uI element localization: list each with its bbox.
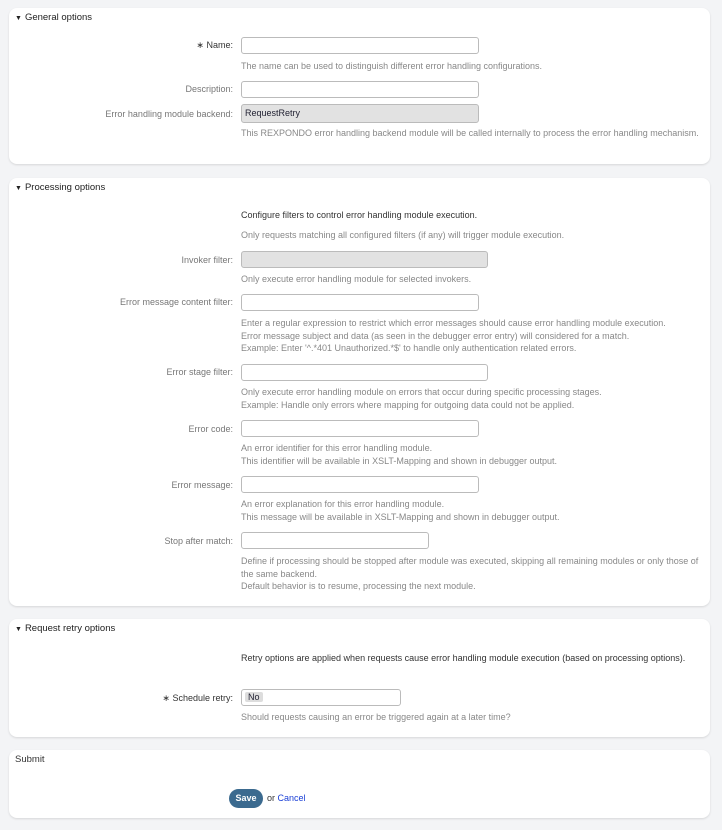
label-text: Schedule retry: (172, 693, 233, 703)
triangle-down-icon: ▼ (15, 185, 22, 192)
backend-label: Error handling module backend: (105, 109, 233, 119)
invoker-help: Only execute error handling module for selected invokers. (241, 274, 472, 284)
general-options-toggle[interactable] (15, 12, 92, 23)
submit-title: Submit (15, 754, 45, 765)
description-input[interactable] (241, 81, 479, 98)
content-filter-help (241, 317, 701, 355)
error-code-help (241, 442, 701, 467)
section-title: General options (24, 12, 93, 23)
schedule-retry-select[interactable] (241, 689, 401, 706)
stop-after-match-label: Stop after match: (164, 536, 233, 546)
help-line: An error identifier for this error handling module. (241, 443, 433, 453)
triangle-down-icon: ▼ (15, 15, 22, 22)
name-help: The name can be used to distinguish different error handling configurations. (241, 61, 543, 71)
help-line: Default behavior is to resume, processing the next module. (241, 581, 476, 591)
stage-filter-label: Error stage filter: (166, 367, 233, 377)
name-label (196, 39, 233, 51)
help-line: Enter a regular expression to restrict which error messages should cause error handling module execution. (241, 318, 666, 328)
stage-filter-help (241, 386, 701, 411)
save-button[interactable]: Save (229, 789, 263, 808)
backend-select[interactable] (241, 104, 479, 123)
error-message-label: Error message: (171, 480, 233, 490)
stop-after-match-help (241, 555, 701, 593)
help-line: This identifier will be available in XSLT-Mapping and shown in debugger output. (241, 455, 558, 466)
help-line: Only execute error handling module on errors that occur during specific processing stages. (241, 387, 602, 397)
or-text: or (267, 793, 276, 803)
label-text: Name: (206, 40, 233, 50)
request-retry-panel (9, 619, 710, 737)
help-line: Example: Enter '^.*401 Unauthorized.*$' to handle only authentication related errors. (241, 343, 577, 353)
schedule-retry-help: Should requests causing an error be triggered again at a later time? (241, 712, 511, 722)
required-icon: ∗ (162, 693, 170, 703)
required-icon: ∗ (196, 40, 204, 50)
submit-actions (267, 793, 306, 803)
request-retry-toggle[interactable] (15, 623, 115, 634)
schedule-retry-label (162, 692, 233, 704)
content-filter-input[interactable] (241, 294, 479, 311)
description-label: Description: (185, 84, 233, 94)
retry-intro: Retry options are applied when requests cause error handling module execution (based on processing options). (241, 653, 686, 663)
help-line: An error explanation for this error handling module. (241, 499, 445, 509)
help-line: Define if processing should be stopped after module was executed, skipping all remaining modules or only those of the same backend. (241, 556, 699, 579)
processing-options-panel (9, 178, 710, 606)
error-code-input[interactable] (241, 420, 479, 437)
processing-options-toggle[interactable] (15, 182, 105, 193)
general-options-panel (9, 8, 710, 164)
section-title: Request retry options (24, 623, 116, 634)
invoker-label: Invoker filter: (181, 255, 233, 265)
cancel-link[interactable]: Cancel (277, 793, 306, 803)
stop-after-match-select[interactable] (241, 532, 429, 549)
stage-filter-select[interactable] (241, 364, 488, 381)
processing-intro-help: Only requests matching all configured filters (if any) will trigger module execution. (241, 230, 565, 240)
backend-value: RequestRetry (245, 108, 301, 118)
error-message-input[interactable] (241, 476, 479, 493)
help-line: Error message subject and data (as seen in the debugger error entry) will considered for a match. (241, 330, 630, 341)
backend-help: This REXPONDO error handling backend module will be called internally to process the error handling mechanism. (241, 128, 699, 138)
triangle-down-icon: ▼ (15, 626, 22, 633)
help-line: Example: Handle only errors where mapping for outgoing data could not be applied. (241, 399, 575, 410)
help-line: This message will be available in XSLT-Mapping and shown in debugger output. (241, 511, 560, 522)
selected-value: No (245, 692, 263, 702)
error-message-help (241, 498, 701, 523)
invoker-filter-select[interactable] (241, 251, 488, 268)
section-title: Processing options (24, 182, 106, 193)
submit-panel (9, 750, 710, 818)
name-input[interactable] (241, 37, 479, 54)
error-code-label: Error code: (188, 424, 233, 434)
processing-intro: Configure filters to control error handling module execution. (241, 210, 478, 220)
content-filter-label: Error message content filter: (119, 297, 233, 307)
